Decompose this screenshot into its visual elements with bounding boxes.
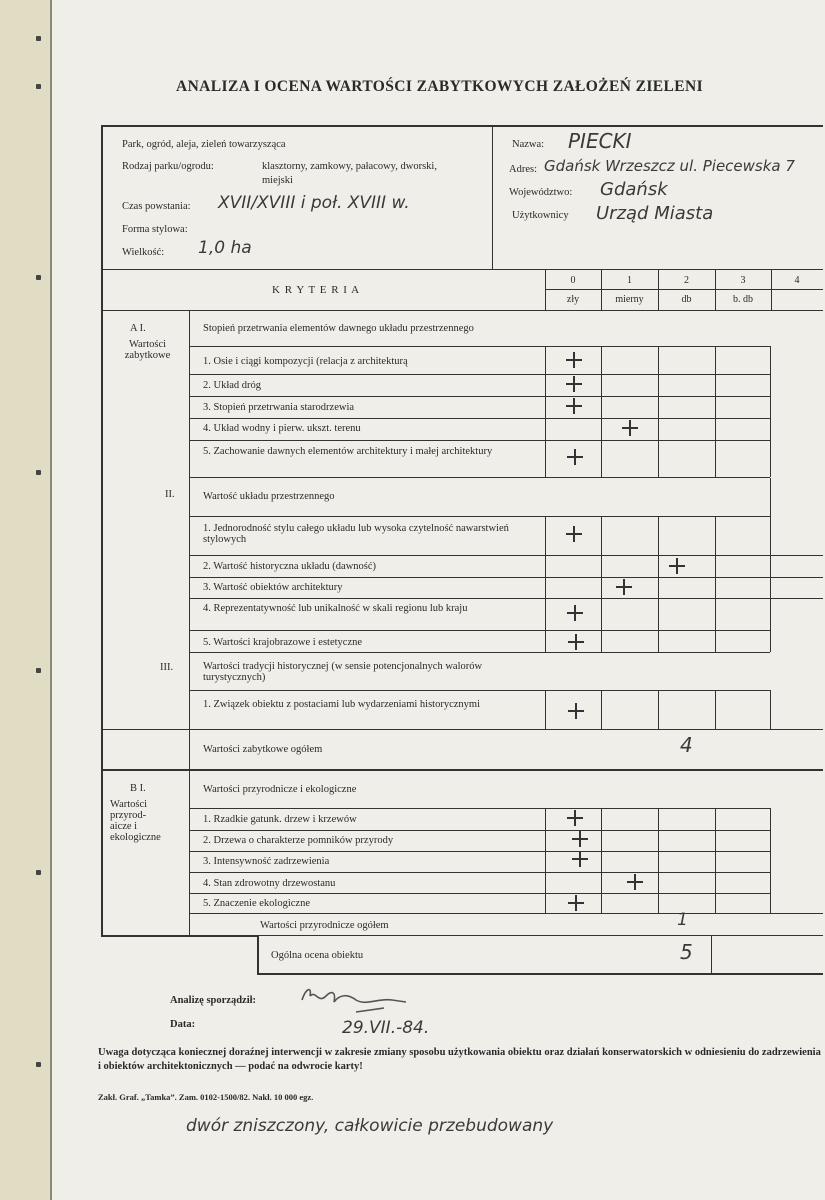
signature-icon: [296, 982, 416, 1016]
a1-title: Stopień przetrwania elementów dawnego układu przestrzennego: [203, 323, 474, 334]
row-line: [190, 652, 770, 653]
rodzaj-options2: miejski: [262, 175, 293, 186]
a1-row-2: 2. Układ dróg: [203, 380, 262, 391]
grid-col: [715, 516, 716, 652]
grid-col: [658, 516, 659, 652]
overall-left: [257, 935, 259, 975]
binder-hole-icon: [36, 36, 41, 41]
binder-hole-icon: [36, 84, 41, 89]
col-num-0: 0: [570, 275, 576, 286]
a2-row-5: 5. Wartości krajobrazowe i estetyczne: [203, 637, 363, 648]
a2-row-1: 1. Jednorodność stylu całego układu lub wysoka czytelność nawarstwień stylowych: [203, 523, 509, 545]
rating-mark-icon: [616, 579, 632, 595]
a2-row-3: 3. Wartość obiektów architektury: [203, 582, 343, 593]
grid-col: [545, 690, 546, 729]
section-a-bottom: [101, 769, 823, 771]
a2-num: II.: [165, 489, 175, 500]
grid-col: [601, 516, 602, 652]
rating-mark-icon: [566, 352, 582, 368]
czas-label: Czas powstania:: [122, 201, 191, 212]
form-title: ANALIZA I OCENA WARTOŚCI ZABYTKOWYCH ZAŁOŻEŃ ZIELENI: [176, 78, 704, 95]
grid-col: [545, 808, 546, 913]
rating-mark-icon: [622, 420, 638, 436]
grid-col: [545, 346, 546, 477]
a3-num: III.: [160, 662, 174, 673]
col-num-4: 4: [794, 275, 800, 286]
binder-hole-icon: [36, 1062, 41, 1067]
row-line: [190, 630, 770, 631]
row-line: [190, 516, 770, 517]
section-b-label: B I.: [130, 783, 146, 794]
a2-title: Wartość układu przestrzennego: [203, 491, 335, 502]
binder-hole-icon: [36, 470, 41, 475]
rating-mark-icon: [566, 526, 582, 542]
forma-label: Forma stylowa:: [122, 224, 188, 235]
section-a-label: A I.: [130, 323, 146, 334]
grid-col: [770, 346, 771, 477]
col-header-mid: [545, 289, 823, 290]
a1-row-4: 4. Układ wodny i pierw. ukszt. terenu: [203, 423, 361, 434]
rating-mark-icon: [627, 874, 643, 890]
grid-col: [770, 478, 771, 652]
col-label-zly: zły: [566, 294, 580, 305]
rating-mark-icon: [567, 449, 583, 465]
row-line: [190, 808, 770, 809]
b1-row-3: 3. Intensywność zadrzewienia: [203, 856, 330, 867]
b1-row-2: 2. Drzewa o charakterze pomników przyrody: [203, 835, 394, 846]
row-line: [190, 440, 770, 441]
adres-value: Gdańsk Wrzeszcz ul. Piecewska 7: [544, 157, 795, 175]
adres-label: Adres:: [509, 164, 537, 175]
grid-col: [715, 346, 716, 477]
rating-mark-icon: [568, 634, 584, 650]
grid-col: [770, 808, 771, 913]
a2-row-2: 2. Wartość historyczna układu (dawność): [203, 561, 377, 572]
overall-label: Ogólna ocena obiektu: [271, 950, 364, 961]
a1-row-5: 5. Zachowanie dawnych elementów architektury i małej architektury: [203, 446, 493, 457]
col-label-bdb: b. db: [733, 294, 753, 305]
rating-mark-icon: [567, 810, 583, 826]
rating-mark-icon: [568, 703, 584, 719]
park-line: Park, ogród, aleja, zieleń towarzysząca: [122, 139, 286, 150]
row-line: [190, 346, 770, 347]
col-label-db: db: [681, 294, 692, 305]
data-value: 29.VII.-84.: [342, 1018, 430, 1038]
czas-value: XVII/XVIII i poł. XVIII w.: [218, 193, 410, 213]
grid-col: [715, 808, 716, 913]
binder-hole-icon: [36, 668, 41, 673]
analize-label: Analizę sporządził:: [170, 995, 257, 1006]
handwritten-note: dwór zniszczony, całkowicie przebudowany: [186, 1116, 554, 1136]
uzyt-label: Użytkownicy: [512, 210, 569, 221]
section-a-desc: Wartości zabytkowe: [124, 339, 171, 361]
row-line: [190, 555, 823, 556]
header-divider: [492, 125, 493, 270]
section-b-desc: Wartości przyrod- aicze i ekologiczne: [110, 799, 161, 843]
a3-row-1: 1. Związek obiektu z postaciami lub wydarzeniami historycznymi: [203, 699, 480, 710]
binder-hole-icon: [36, 275, 41, 280]
row-line: [190, 577, 823, 578]
overall-bottom: [257, 973, 823, 975]
nazwa-label: Nazwa:: [512, 139, 545, 150]
rating-mark-icon: [669, 558, 685, 574]
grid-col: [770, 690, 771, 729]
col-label-mierny: mierny: [615, 294, 644, 305]
row-line: [103, 935, 823, 936]
grid-col: [658, 690, 659, 729]
grid-col: [601, 346, 602, 477]
grid-col: [658, 808, 659, 913]
section-divider: [189, 310, 190, 770]
a-total-value: 4: [680, 733, 693, 757]
section-divider: [189, 770, 190, 935]
print-info: Zakł. Graf. „Tamka”. Zam. 0102-1500/82. Nakł. 10 000 egz.: [98, 1092, 314, 1102]
row-line: [190, 893, 770, 894]
grid-col: [601, 690, 602, 729]
frame-top: [101, 125, 823, 127]
row-line: [190, 872, 770, 873]
b1-row-1: 1. Rzadkie gatunk. drzew i krzewów: [203, 814, 357, 825]
rodzaj-options: klasztorny, zamkowy, pałacowy, dworski,: [262, 161, 437, 172]
a1-row-3: 3. Stopień przetrwania starodrzewia: [203, 402, 355, 413]
grid-col: [658, 346, 659, 477]
form-sheet: [52, 0, 825, 1200]
rating-mark-icon: [572, 831, 588, 847]
data-label: Data:: [170, 1019, 196, 1030]
woj-label: Województwo:: [509, 187, 573, 198]
overall-divider: [711, 935, 712, 974]
row-line: [190, 830, 770, 831]
wielkosc-label: Wielkość:: [122, 247, 165, 258]
col-num-3: 3: [740, 275, 746, 286]
row-line: [190, 418, 770, 419]
rating-mark-icon: [572, 851, 588, 867]
uwaga-note: Uwaga dotycząca koniecznej doraźnej interwencji w zakresie zmiany sposobu użytkowania obiektu oraz działań konserwatorskich w odniesieniu do zadrzewienia i obiektów architektonicznych — podać na odwrocie karty!: [98, 1047, 821, 1072]
row-line: [190, 396, 770, 397]
rodzaj-label: Rodzaj parku/ogrodu:: [122, 161, 214, 172]
rating-mark-icon: [566, 376, 582, 392]
grid-col: [545, 516, 546, 652]
wielkosc-value: 1,0 ha: [198, 238, 252, 258]
row-line: [190, 477, 770, 478]
grid-col: [601, 808, 602, 913]
row-line: [190, 851, 770, 852]
b1-row-4: 4. Stan zdrowotny drzewostanu: [203, 878, 336, 889]
col-num-1: 1: [627, 275, 632, 286]
kryteria-heading: K R Y T E R I A: [272, 284, 361, 296]
row-line: [190, 690, 770, 691]
rating-mark-icon: [568, 895, 584, 911]
row-line: [190, 598, 823, 599]
col-num-2: 2: [684, 275, 689, 286]
row-line: [103, 729, 823, 730]
b1-title: Wartości przyrodnicze i ekologiczne: [203, 784, 357, 795]
b-total-value: 1: [677, 910, 688, 930]
grid-col: [715, 690, 716, 729]
nazwa-value: PIECKI: [568, 129, 632, 153]
rating-mark-icon: [566, 398, 582, 414]
frame-left: [101, 125, 103, 937]
b-total-label: Wartości przyrodnicze ogółem: [260, 920, 389, 931]
rating-mark-icon: [567, 605, 583, 621]
a1-row-1: 1. Osie i ciągi kompozycji (relacja z architekturą: [203, 356, 408, 367]
row-line: [190, 913, 823, 914]
a3-title: Wartości tradycji historycznej (w sensie potencjonalnych walorów turystycznych): [203, 661, 483, 683]
a2-row-4: 4. Reprezentatywność lub unikalność w skali regionu lub kraju: [203, 603, 468, 614]
woj-value: Gdańsk: [600, 179, 668, 200]
col-header-bottom: [101, 310, 823, 311]
overall-value: 5: [680, 940, 693, 964]
uzyt-value: Urząd Miasta: [596, 203, 714, 224]
b1-row-5: 5. Znaczenie ekologiczne: [203, 898, 310, 909]
binder-strip: [0, 0, 52, 1200]
a-total-label: Wartości zabytkowe ogółem: [203, 744, 323, 755]
binder-hole-icon: [36, 870, 41, 875]
row-line: [190, 374, 770, 375]
